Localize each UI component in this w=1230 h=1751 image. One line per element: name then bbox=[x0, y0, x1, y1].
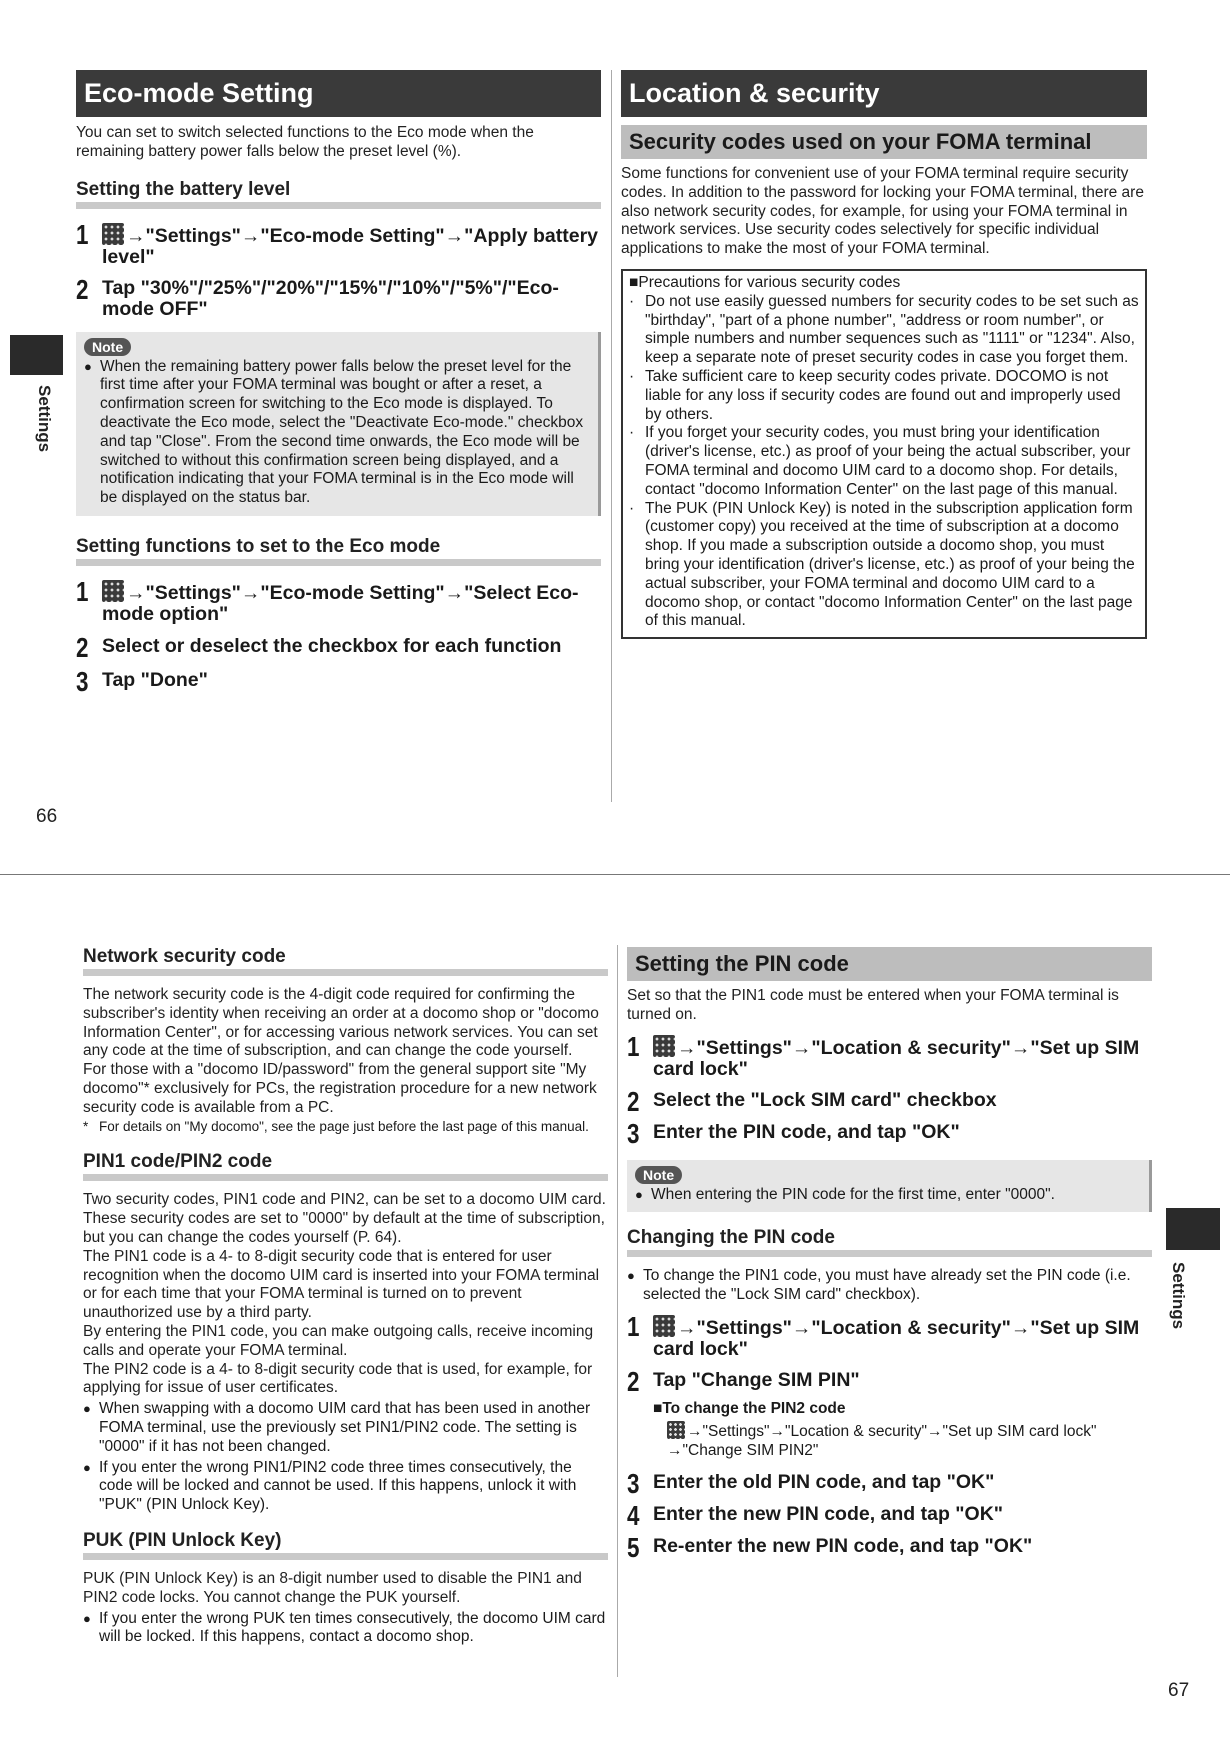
setpin-note-box bbox=[627, 1160, 1152, 1213]
page67-right-column bbox=[627, 947, 1152, 1566]
step-text: Tap "Done" bbox=[102, 668, 208, 691]
page67-left-column bbox=[83, 945, 608, 1647]
precaution-item: · Take sufficient care to keep security codes private. DOCOMO is not liable for any loss if security codes are found out and improperly used by others. bbox=[629, 368, 1139, 424]
eco-mode-intro: You can set to switch selected functions to the Eco mode when the remaining battery power falls below the preset level (%). bbox=[76, 124, 534, 160]
location-security-section bbox=[621, 70, 1147, 639]
step-number: 2 bbox=[76, 273, 88, 305]
setpin-step-2 bbox=[627, 1085, 1152, 1117]
network-footnote bbox=[83, 1118, 608, 1137]
side-label-settings: Settings bbox=[35, 385, 54, 453]
step-text: →"Settings"→"Eco-mode Setting"→"Apply battery level" bbox=[102, 224, 599, 268]
side-label-settings: Settings bbox=[1169, 1262, 1188, 1330]
note-item bbox=[84, 358, 590, 508]
step-number: 1 bbox=[627, 1310, 639, 1342]
precautions-box bbox=[621, 269, 1147, 639]
eco-functions-heading: Setting functions to set to the Eco mode bbox=[76, 535, 601, 566]
footnote-mark: * bbox=[83, 1118, 89, 1134]
precaution-item: · Do not use easily guessed numbers for security codes to be set such as "birthday", "part of a phone number", "address or room number", or simple numbers and number sequences such as "1111" or "1234". Also, keep a separate note of preset security codes in case you forget them. bbox=[629, 292, 1139, 367]
bullet-text: If you enter the wrong PUK ten times consecutively, the docomo UIM card will be locked. If this happens, contact a docomo shop. bbox=[99, 1609, 606, 1646]
puk-heading: PUK (PIN Unlock Key) bbox=[83, 1529, 608, 1560]
pin2-path-2: →"Change SIM PIN2" bbox=[667, 1441, 819, 1459]
changing-pin-bullet bbox=[627, 1267, 1152, 1305]
step-number: 2 bbox=[627, 1085, 639, 1117]
pin-bullet bbox=[83, 1400, 608, 1456]
note-text: When the remaining battery power falls below the preset level for the first time after your FOMA terminal was bought or after a reset, a confirmation screen for switching to the Eco mode is displayed. To deactivate the Eco mode, select the "Deactivate Eco-mode." checkbox and tap "Close". From the second time onwards, the Eco mode will be switched to without this confirmation screen being displayed, and a notification indicating that your FOMA terminal is in the Eco mode will be displayed on the status bar. bbox=[100, 357, 584, 507]
security-codes-subtitle: Security codes used on your FOMA terminal bbox=[621, 125, 1147, 159]
functions-step-2 bbox=[76, 631, 601, 663]
bullet-icon: ● bbox=[83, 1459, 91, 1475]
footnote-text: For details on "My docomo", see the page just before the last page of this manual. bbox=[99, 1118, 589, 1134]
eco-mode-section bbox=[76, 70, 601, 700]
bullet-text: When swapping with a docomo UIM card that has been used in another FOMA terminal, use the previously set PIN1/PIN2 code. The setting is "0000" if it has not been changed. bbox=[99, 1400, 591, 1455]
side-tab-marker bbox=[1166, 1208, 1220, 1250]
precautions-title: ■Precautions for various security codes bbox=[629, 273, 901, 291]
step-text: Select or deselect the checkbox for each function bbox=[102, 634, 562, 657]
menu-icon bbox=[102, 223, 124, 245]
network-security-heading: Network security code bbox=[83, 945, 608, 976]
location-security-title: Location & security bbox=[621, 70, 1147, 117]
pin-code-heading: PIN1 code/PIN2 code bbox=[83, 1150, 608, 1181]
step-text: Re-enter the new PIN code, and tap "OK" bbox=[653, 1535, 1033, 1558]
functions-step-3 bbox=[76, 665, 601, 697]
precaution-text: If you forget your security codes, you must bring your identification (driver's license, etc.) as proof of your being the actual subscriber, your FOMA terminal and docomo UIM card to a docomo shop. For details, contact "docomo Information Center" on the last page of this manual. bbox=[645, 424, 1131, 498]
changepin-step-3 bbox=[627, 1468, 1152, 1500]
step-number: 3 bbox=[627, 1468, 639, 1500]
functions-steps bbox=[76, 575, 601, 697]
precaution-text: The PUK (PIN Unlock Key) is noted in the subscription application form (customer copy) you received at the time of subscription at a docomo shop. If you made a subscription outside a docomo shop, you must bring your identification (driver's license, etc.) as proof of your being the actual subscriber, your FOMA terminal and docomo UIM card to a docomo shop, or contact "docomo Information Center" on the last page of this manual. bbox=[645, 499, 1135, 630]
battery-level-heading: Setting the battery level bbox=[76, 178, 601, 209]
step-number: 3 bbox=[627, 1117, 639, 1149]
step-number: 3 bbox=[76, 665, 88, 697]
step-text: Enter the PIN code, and tap "OK" bbox=[653, 1120, 960, 1143]
eco-mode-title: Eco-mode Setting bbox=[76, 70, 601, 117]
battery-step-1 bbox=[76, 218, 601, 268]
security-codes-intro: Some functions for convenient use of your FOMA terminal require security codes. In addition to the password for locking your FOMA terminal, there are also network security codes, for example, for using your FOMA terminal in network services. Use security codes selectively for specific individual applications to make the most of your FOMA terminal. bbox=[621, 165, 1144, 258]
setting-pin-title: Setting the PIN code bbox=[627, 947, 1152, 981]
precaution-item: · If you forget your security codes, you must bring your identification (driver's license, etc.) as proof of your being the actual subscriber, your FOMA terminal and docomo UIM card to a docomo shop. For details, contact "docomo Information Center" on the last page of this manual. bbox=[629, 424, 1139, 499]
precaution-text: Take sufficient care to keep security codes private. DOCOMO is not liable for any loss if security codes are found out and improperly used by others. bbox=[645, 367, 1121, 423]
step-number: 1 bbox=[76, 218, 88, 250]
step-text: Select the "Lock SIM card" checkbox bbox=[653, 1088, 997, 1111]
menu-icon bbox=[102, 580, 124, 602]
page-separator bbox=[0, 874, 1230, 875]
battery-step-2 bbox=[76, 273, 601, 320]
puk-bullet bbox=[83, 1610, 608, 1648]
setpin-step-1 bbox=[627, 1030, 1152, 1080]
bullet-text: If you enter the wrong PIN1/PIN2 code three times consecutively, the code will be locked and cannot be used. If this happens, unlock it with "PUK" (PIN Unlock Key). bbox=[99, 1458, 577, 1514]
setting-pin-steps bbox=[627, 1030, 1152, 1149]
bullet-icon: ● bbox=[635, 1186, 643, 1202]
changing-pin-heading: Changing the PIN code bbox=[627, 1226, 1152, 1257]
functions-step-1 bbox=[76, 575, 601, 625]
network-security-text: The network security code is the 4-digit code required for confirming the subscriber's identity when receiving an order at a docomo shop or "docomo Information Center", or for accessing various network services. You can set any code at the time of subscription, and can change the code yourself. For those with a "docomo ID/password" from the general support site "My docomo"* exclusively for PCs, the registration procedure for a new network security code is available from a PC. bbox=[83, 986, 599, 1116]
changepin-step-4 bbox=[627, 1500, 1152, 1532]
bullet-icon: ● bbox=[83, 1401, 91, 1417]
note-item bbox=[635, 1186, 1141, 1205]
side-tab-marker bbox=[10, 335, 63, 375]
step-text: Enter the new PIN code, and tap "OK" bbox=[653, 1503, 1004, 1526]
step-number: 2 bbox=[76, 631, 88, 663]
changing-pin-steps bbox=[627, 1310, 1152, 1564]
bullet-icon: ● bbox=[83, 1610, 91, 1626]
step-text: Tap "30%"/"25%"/"20%"/"15%"/"10%"/"5%"/"Eco-mode OFF" bbox=[102, 276, 559, 320]
changepin-step-5 bbox=[627, 1532, 1152, 1564]
step-text: →"Settings"→"Eco-mode Setting"→"Select Eco-mode option" bbox=[102, 581, 579, 625]
changepin-step-1 bbox=[627, 1310, 1152, 1360]
pin2-subsection bbox=[653, 1400, 1152, 1460]
pin2-path bbox=[667, 1421, 1152, 1442]
setpin-step-3 bbox=[627, 1117, 1152, 1149]
page-number-66: 66 bbox=[36, 806, 58, 827]
bullet-icon: ● bbox=[627, 1268, 635, 1284]
step-text: Tap "Change SIM PIN" bbox=[653, 1368, 860, 1391]
step-number: 5 bbox=[627, 1532, 639, 1564]
column-divider bbox=[617, 945, 618, 1677]
eco-note-box bbox=[76, 332, 601, 516]
step-text: Enter the old PIN code, and tap "OK" bbox=[653, 1471, 995, 1494]
precaution-text: Do not use easily guessed numbers for security codes to be set such as "birthday", "part of a phone number", "address or room number", or simple numbers and number sequences such as "1111" or "1234". Also, keep a separate note of preset security codes in case you forget them. bbox=[645, 292, 1139, 367]
pin-code-text: Two security codes, PIN1 code and PIN2, can be set to a docomo UIM card. These security codes are set to "0000" by default at the time of subscription, but you can change the codes yourself (P. 64). The PIN1 code is a 4- to 8-digit security code that is entered for user recognition when the docomo UIM card is inserted into your FOMA terminal or for each time that your FOMA terminal is turned on to prevent unauthorized use by a third party. By entering the PIN1 code, you can make outgoing calls, receive incoming calls and operate your FOMA terminal. The PIN2 code is a 4- to 8-digit security code that is used, for example, for applying for issue of user certificates. bbox=[83, 1191, 606, 1397]
note-badge: Note bbox=[84, 338, 131, 356]
precaution-item: · The PUK (PIN Unlock Key) is noted in the subscription application form (customer copy) you received at the time of subscription at a docomo shop. If you made a subscription outside a docomo shop, you must bring your identification (driver's license, etc.) as proof of your being the actual subscriber, your FOMA terminal and docomo UIM card to a docomo shop, or contact "docomo Information Center" on the last page of this manual. bbox=[629, 500, 1139, 632]
step-number: 2 bbox=[627, 1365, 639, 1397]
bullet-text: To change the PIN1 code, you must have already set the PIN code (i.e. selected the "Lock SIM card" checkbox). bbox=[643, 1267, 1131, 1304]
step-number: 4 bbox=[627, 1500, 639, 1532]
setting-pin-intro: Set so that the PIN1 code must be entered when your FOMA terminal is turned on. bbox=[627, 987, 1119, 1023]
menu-icon bbox=[653, 1315, 675, 1337]
step-number: 1 bbox=[76, 575, 88, 607]
changepin-step-2 bbox=[627, 1365, 1152, 1397]
page-number-67: 67 bbox=[1168, 1680, 1190, 1701]
step-text: →"Settings"→"Location & security"→"Set up SIM card lock" bbox=[653, 1316, 1140, 1360]
menu-icon bbox=[667, 1421, 685, 1439]
pin-bullet bbox=[83, 1459, 608, 1515]
menu-icon bbox=[653, 1035, 675, 1057]
step-text: →"Settings"→"Location & security"→"Set up SIM card lock" bbox=[653, 1036, 1140, 1080]
pin2-title: ■To change the PIN2 code bbox=[653, 1399, 846, 1417]
pin2-path-text: →"Settings"→"Location & security"→"Set up SIM card lock" bbox=[687, 1422, 1097, 1440]
puk-text: PUK (PIN Unlock Key) is an 8-digit number used to disable the PIN1 and PIN2 code locks. You cannot change the PUK yourself. bbox=[83, 1569, 582, 1606]
step-number: 1 bbox=[627, 1030, 639, 1062]
note-text: When entering the PIN code for the first time, enter "0000". bbox=[651, 1185, 1055, 1203]
battery-steps bbox=[76, 218, 601, 320]
note-badge: Note bbox=[635, 1166, 682, 1184]
column-divider bbox=[611, 70, 612, 802]
bullet-icon: ● bbox=[84, 358, 92, 374]
